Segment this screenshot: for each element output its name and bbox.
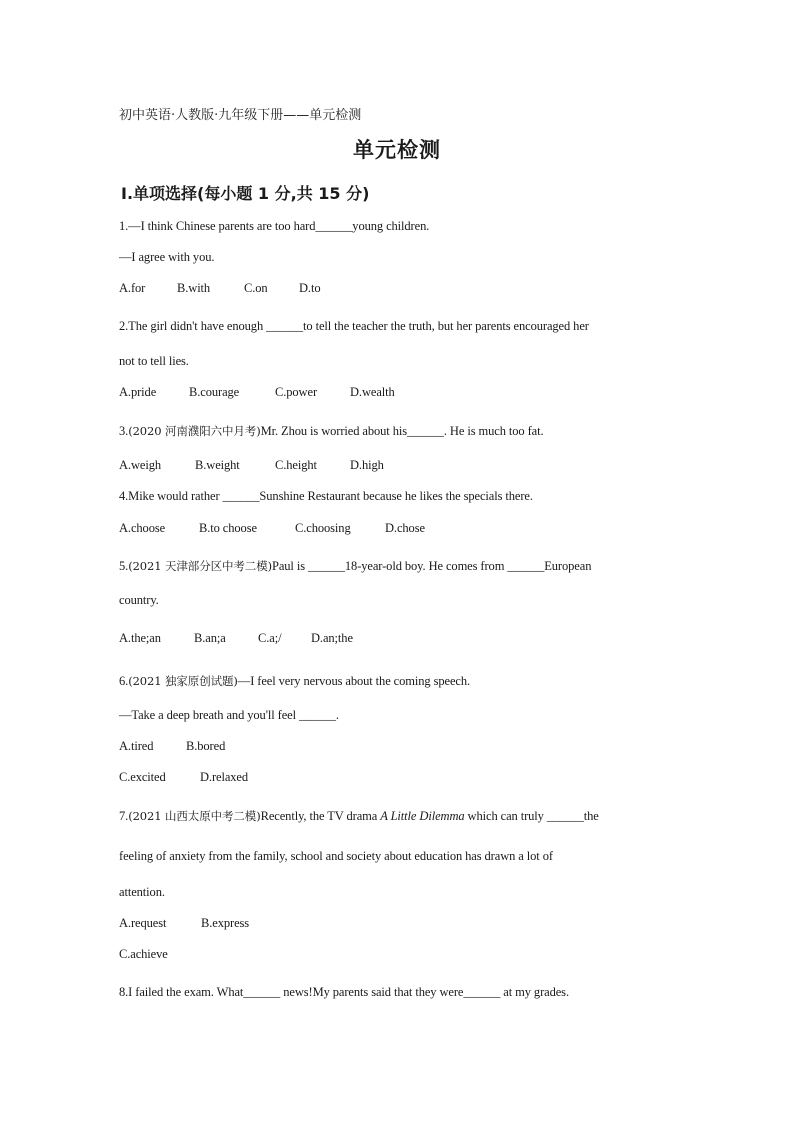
option-d[interactable]: D.high bbox=[350, 458, 384, 472]
question-7-options-row-2 bbox=[119, 947, 168, 962]
question-source: (2021 独家原创试题) bbox=[128, 674, 238, 688]
option-a[interactable]: A.tired bbox=[119, 739, 154, 753]
option-c[interactable]: C.achieve bbox=[119, 947, 168, 961]
page-title: 单元检测 bbox=[353, 138, 441, 162]
option-c[interactable]: C.a;/ bbox=[258, 631, 282, 645]
option-a[interactable]: A.pride bbox=[119, 385, 157, 399]
option-b[interactable]: B.courage bbox=[189, 385, 240, 399]
question-7-stem-cont: feeling of anxiety from the family, school and society about education has drawn a lot of bbox=[119, 849, 553, 863]
option-b[interactable]: B.to choose bbox=[199, 521, 257, 535]
option-c[interactable]: C.power bbox=[275, 385, 318, 399]
option-b[interactable]: B.with bbox=[177, 281, 211, 295]
option-c[interactable]: C.height bbox=[275, 458, 317, 472]
question-3-stem: 3.(2020 河南濮阳六中月考)Mr. Zhou is worried about his______. He is much too fat. bbox=[119, 424, 544, 438]
option-d[interactable]: D.relaxed bbox=[200, 770, 249, 784]
question-7-stem: 7.(2021 山西太原中考二模)Recently, the TV drama A Little Dilemma which can truly ______the bbox=[119, 809, 599, 823]
question-4-stem: 4.Mike would rather ______Sunshine Restaurant because he likes the specials there. bbox=[119, 489, 533, 503]
question-source: (2021 山西太原中考二模) bbox=[128, 809, 261, 823]
option-a[interactable]: A.the;an bbox=[119, 631, 161, 645]
section-heading: Ⅰ.单项选择(每小题 1 分,共 15 分) bbox=[121, 184, 370, 203]
drama-title: A Little Dilemma bbox=[380, 809, 465, 823]
option-b[interactable]: B.express bbox=[201, 916, 250, 930]
question-1-reply: —I agree with you. bbox=[119, 250, 215, 264]
question-6-options-row-2 bbox=[119, 770, 248, 785]
option-c[interactable]: C.excited bbox=[119, 770, 166, 784]
question-7-options-row-1 bbox=[119, 916, 249, 931]
option-b[interactable]: B.bored bbox=[186, 739, 226, 753]
option-a[interactable]: A.weigh bbox=[119, 458, 162, 472]
question-2-stem: 2.The girl didn't have enough ______to tell the teacher the truth, but her parents encouraged her bbox=[119, 319, 589, 333]
question-7-stem-cont-2: attention. bbox=[119, 885, 165, 899]
question-source: (2020 河南濮阳六中月考) bbox=[128, 424, 261, 438]
document-header: 初中英语·人教版·九年级下册——单元检测 bbox=[119, 108, 362, 123]
option-c[interactable]: C.on bbox=[244, 281, 268, 295]
option-a[interactable]: A.for bbox=[119, 281, 146, 295]
question-source: (2021 天津部分区中考二模) bbox=[128, 559, 272, 573]
option-b[interactable]: B.an;a bbox=[194, 631, 226, 645]
option-b[interactable]: B.weight bbox=[195, 458, 240, 472]
question-3-options bbox=[119, 458, 384, 473]
question-1-stem: 1.—I think Chinese parents are too hard______young children. bbox=[119, 219, 430, 233]
question-2-options bbox=[119, 385, 395, 400]
question-1-options bbox=[119, 281, 320, 296]
question-5-stem-cont: country. bbox=[119, 593, 159, 607]
question-6-reply: —Take a deep breath and you'll feel ______. bbox=[119, 708, 339, 722]
option-d[interactable]: D.an;the bbox=[311, 631, 353, 645]
question-4-options bbox=[119, 521, 425, 536]
option-a[interactable]: A.choose bbox=[119, 521, 166, 535]
option-c[interactable]: C.choosing bbox=[295, 521, 351, 535]
option-d[interactable]: D.to bbox=[299, 281, 321, 295]
question-2-stem-cont: not to tell lies. bbox=[119, 354, 189, 368]
option-d[interactable]: D.chose bbox=[385, 521, 425, 535]
option-d[interactable]: D.wealth bbox=[350, 385, 395, 399]
question-8-stem: 8.I failed the exam. What______ news!My parents said that they were______ at my grades. bbox=[119, 985, 569, 999]
question-5-stem: 5.(2021 天津部分区中考二模)Paul is ______18-year-old boy. He comes from ______European bbox=[119, 559, 592, 573]
question-5-options bbox=[119, 631, 353, 646]
question-6-options-row-1 bbox=[119, 739, 225, 754]
question-6-stem: 6.(2021 独家原创试题)—I feel very nervous about the coming speech. bbox=[119, 674, 471, 688]
option-a[interactable]: A.request bbox=[119, 916, 167, 930]
